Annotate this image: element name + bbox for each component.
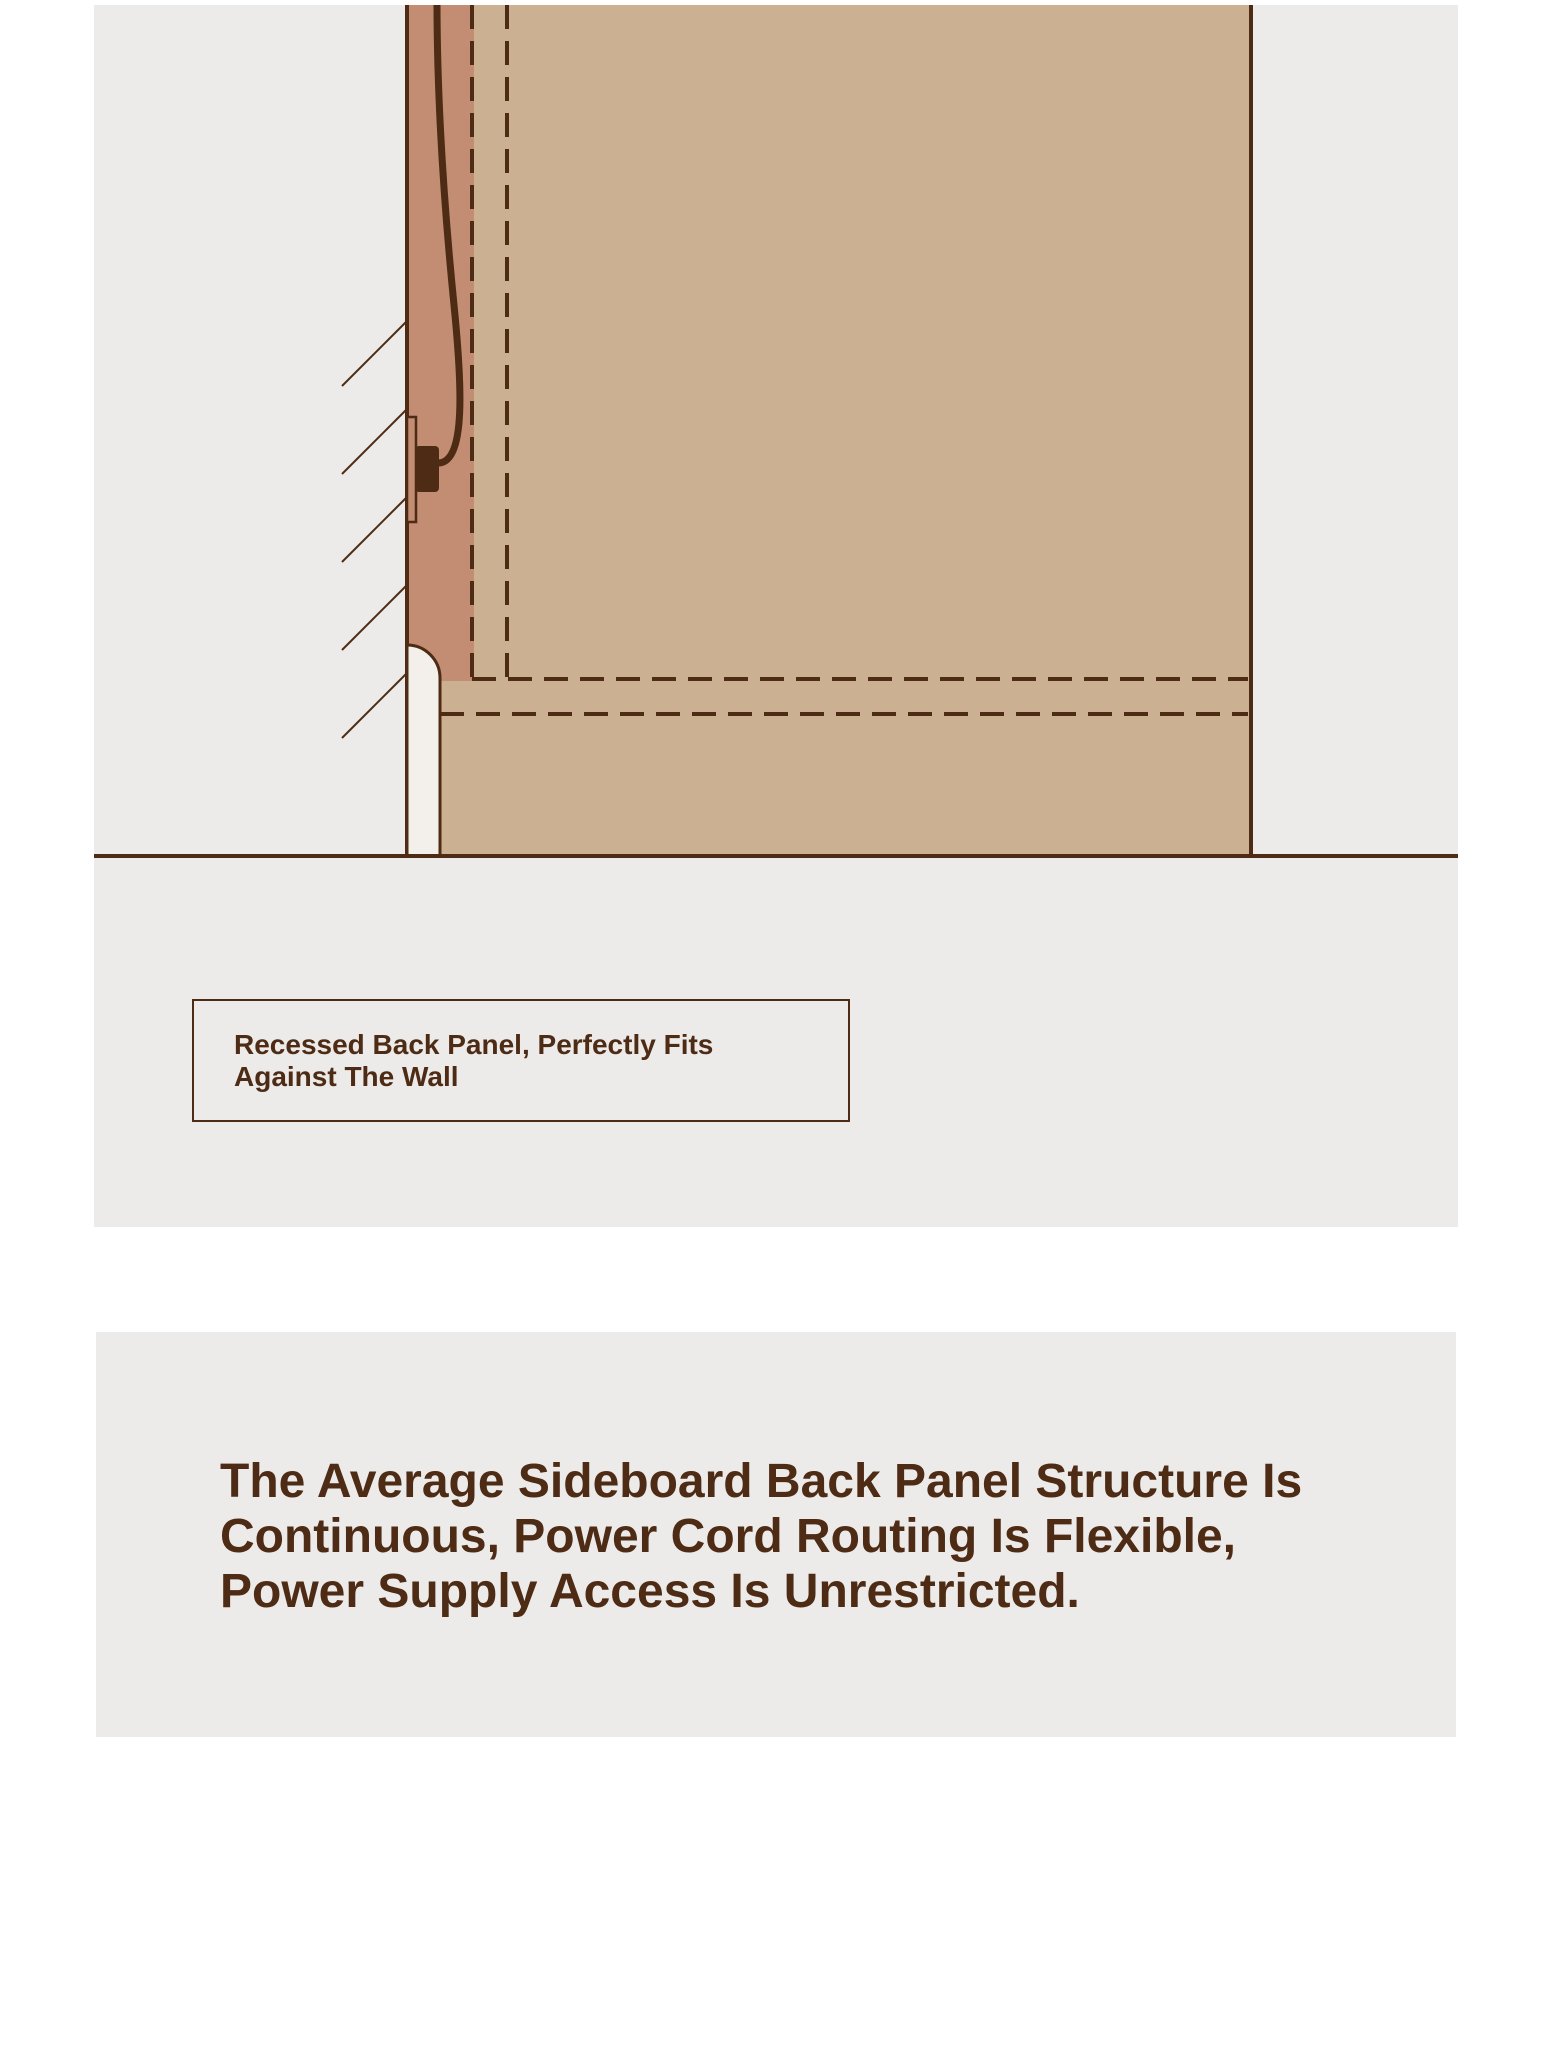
- power-plug-icon: [415, 446, 439, 492]
- statement-panel: [96, 1332, 1456, 1737]
- callout-box: [192, 999, 850, 1122]
- baseboard-gap: [407, 645, 440, 856]
- wall-socket-plate: [407, 417, 416, 522]
- callout-label: Recessed Back Panel, Perfectly Fits Against The Wall: [234, 1028, 714, 1092]
- statement-heading: The Average Sideboard Back Panel Structure Is Continuous, Power Cord Routing Is Flexible, Power Supply Access Is Unrestricted.: [220, 1455, 1303, 1618]
- sideboard-diagram-panel: [94, 5, 1458, 1227]
- wall-hatching: [342, 322, 406, 738]
- sideboard-body: [407, 5, 1251, 856]
